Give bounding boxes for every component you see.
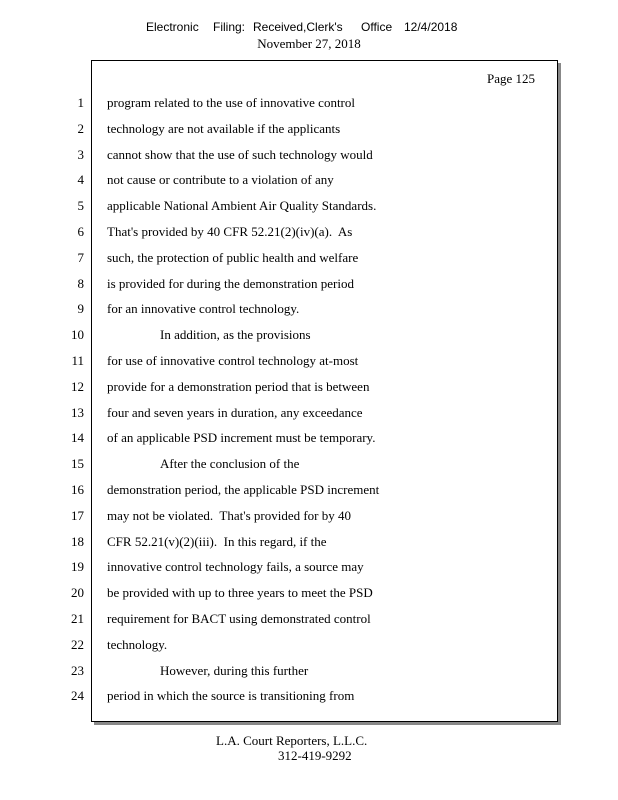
- line-number: 16: [71, 481, 84, 497]
- line-text: four and seven years in duration, any exceedance: [107, 404, 363, 420]
- transcript-line: [0, 503, 618, 529]
- line-number: 21: [71, 610, 84, 626]
- line-number: 2: [77, 120, 84, 136]
- transcript-line: [0, 451, 618, 477]
- line-text: CFR 52.21(v)(2)(iii). In this regard, if the: [107, 533, 327, 549]
- line-text: program related to the use of innovative control: [107, 95, 356, 110]
- filing-stamp: [0, 20, 618, 36]
- line-text: for an innovative control technology.: [107, 301, 300, 317]
- line-text: be provided with up to three years to meet the PSD: [107, 585, 373, 601]
- line-text: applicable National Ambient Air Quality Standards.: [107, 198, 377, 214]
- stamp-word: 12/4/2018: [404, 20, 458, 34]
- line-number: 20: [71, 585, 84, 601]
- line-text: requirement for BACT using demonstrated control: [107, 610, 371, 626]
- transcript-line: [0, 322, 618, 348]
- line-text: period in which the source is transitioning from: [107, 688, 355, 704]
- line-number: 8: [77, 275, 84, 291]
- transcript-line: [0, 606, 618, 632]
- line-number: 1: [77, 95, 84, 110]
- line-number: 11: [71, 352, 84, 368]
- line-number: 13: [71, 404, 84, 420]
- line-text: That's provided by 40 CFR 52.21(2)(iv)(a). As: [107, 223, 353, 239]
- transcript-line: [0, 529, 618, 555]
- line-text: such, the protection of public health and welfare: [107, 249, 359, 265]
- line-text: cannot show that the use of such technology would: [107, 146, 373, 162]
- line-text: provide for a demonstration period that is between: [107, 378, 370, 394]
- transcript-line: [0, 400, 618, 426]
- transcript-line: [0, 658, 618, 684]
- line-text: of an applicable PSD increment must be temporary.: [107, 430, 376, 446]
- line-text: is provided for during the demonstration period: [107, 275, 354, 291]
- transcript-date: November 27, 2018: [257, 36, 361, 51]
- stamp-word: Received,Clerk's: [253, 20, 343, 34]
- line-number: 15: [71, 456, 84, 472]
- line-number: 3: [77, 146, 84, 162]
- transcript-line: [0, 632, 618, 658]
- transcript-line: [0, 219, 618, 245]
- stamp-word: Filing:: [213, 20, 246, 34]
- line-number: 17: [71, 507, 84, 523]
- transcript-line: [0, 142, 618, 168]
- line-number: 24: [71, 688, 84, 704]
- line-text: In addition, as the provisions: [160, 327, 311, 343]
- line-text: After the conclusion of the: [160, 456, 300, 472]
- transcript-line: [0, 116, 618, 142]
- line-text: innovative control technology fails, a source may: [107, 559, 364, 575]
- transcript-line: [0, 193, 618, 219]
- line-number: 10: [71, 327, 84, 343]
- transcript-line: [0, 245, 618, 271]
- line-number: 19: [71, 559, 84, 575]
- line-number: 6: [77, 223, 84, 239]
- stamp-word: Electronic: [146, 20, 199, 34]
- transcript-lines: [0, 90, 618, 709]
- line-number: 5: [77, 198, 84, 214]
- line-text: for use of innovative control technology at-most: [107, 352, 359, 368]
- line-text: may not be violated. That's provided for by 40: [107, 507, 351, 523]
- transcript-line: [0, 167, 618, 193]
- line-number: 4: [77, 172, 84, 188]
- line-number: 18: [71, 533, 84, 549]
- line-text: not cause or contribute to a violation of any: [107, 172, 334, 188]
- page-number: Page 125: [487, 71, 536, 86]
- transcript-line: [0, 580, 618, 606]
- reporter-phone: 312-419-9292: [278, 748, 352, 763]
- transcript-line: [0, 683, 618, 709]
- stamp-word: Office: [361, 20, 393, 34]
- line-text: demonstration period, the applicable PSD increment: [107, 481, 380, 497]
- transcript-line: [0, 374, 618, 400]
- line-number: 23: [71, 662, 84, 678]
- transcript-line: [0, 554, 618, 580]
- line-number: 9: [77, 301, 84, 317]
- reporter-company: L.A. Court Reporters, L.L.C.: [216, 733, 368, 748]
- line-number: 7: [77, 249, 84, 265]
- transcript-line: [0, 348, 618, 374]
- line-number: 14: [71, 430, 84, 446]
- line-number: 22: [71, 636, 84, 652]
- line-text: technology are not available if the applicants: [107, 120, 341, 136]
- transcript-line: [0, 425, 618, 451]
- transcript-line: [0, 271, 618, 297]
- line-text: technology.: [107, 636, 168, 652]
- transcript-line: [0, 296, 618, 322]
- transcript-line: [0, 90, 618, 116]
- transcript-line: [0, 477, 618, 503]
- line-number: 12: [71, 378, 84, 394]
- line-text: However, during this further: [160, 662, 309, 678]
